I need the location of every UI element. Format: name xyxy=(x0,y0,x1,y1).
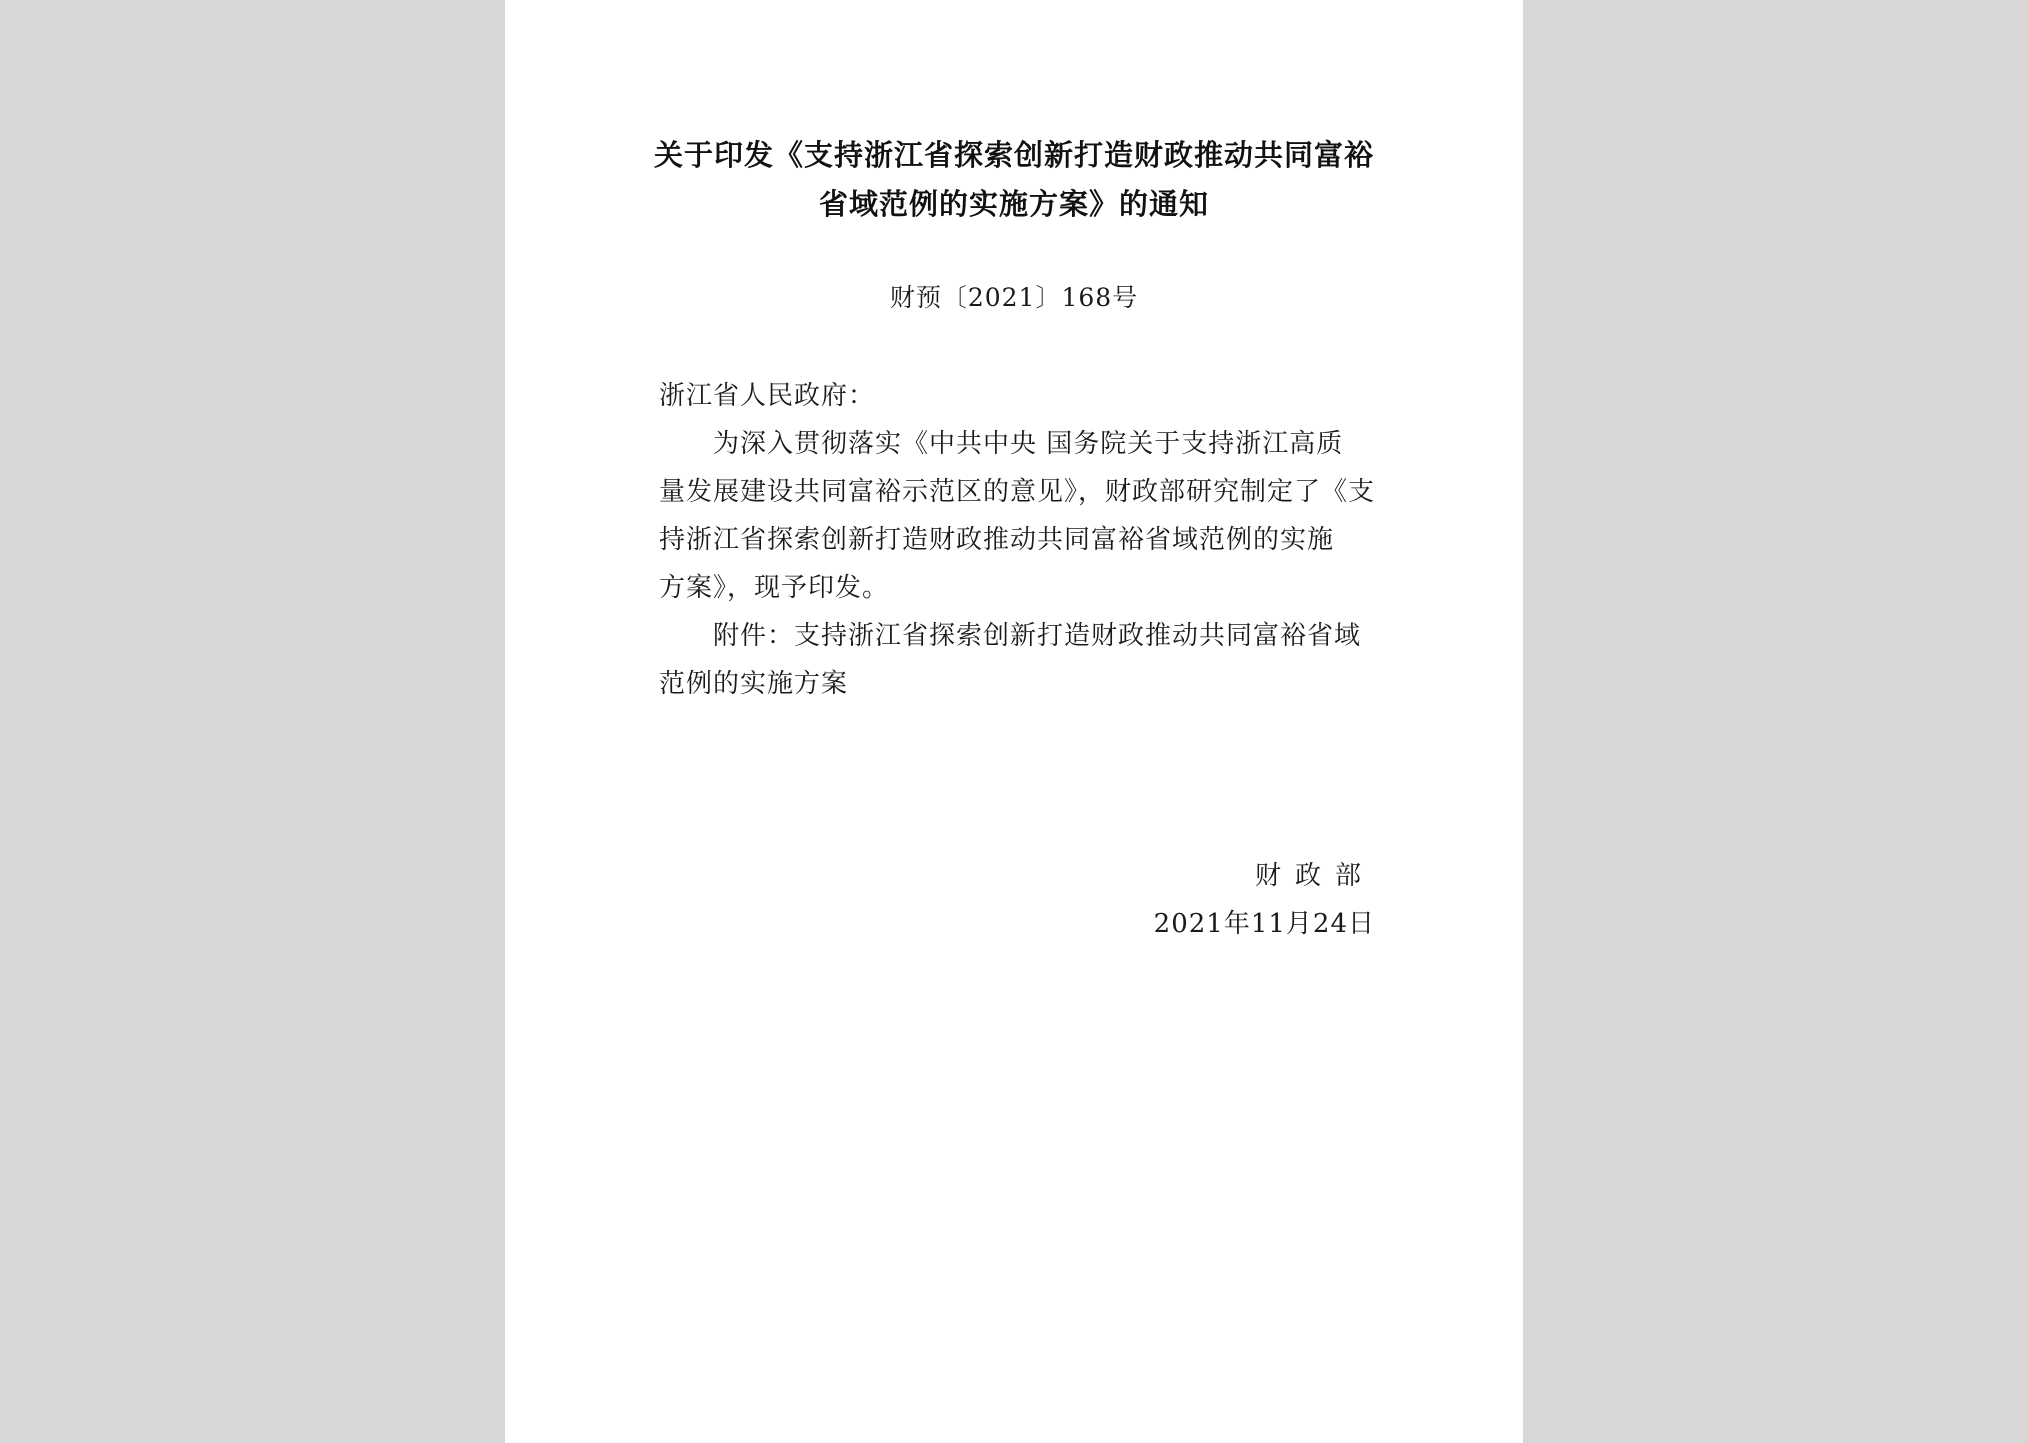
body-line-1: 为深入贯彻落实《中共中央 国务院关于支持浙江高质 xyxy=(713,429,1344,459)
document-title-line-1: 关于印发《支持浙江省探索创新打造财政推动共同富裕 xyxy=(653,138,1374,172)
body-line-3: 持浙江省探索创新打造财政推动共同富裕省域范例的实施 xyxy=(659,525,1335,555)
attachment-line-1: 附件：支持浙江省探索创新打造财政推动共同富裕省域 xyxy=(713,621,1362,651)
document-date: 2021年11月24日 xyxy=(1153,909,1375,939)
document-title-line-2: 省域范例的实施方案》的通知 xyxy=(818,187,1209,221)
document-number: 财预〔2021〕168号 xyxy=(889,283,1139,312)
signer: 财政部 xyxy=(1254,861,1375,891)
document-page xyxy=(505,0,1523,1443)
attachment-line-2: 范例的实施方案 xyxy=(659,669,849,699)
body-line-2: 量发展建设共同富裕示范区的意见》，财政部研究制定了《支 xyxy=(659,477,1376,507)
addressee: 浙江省人民政府： xyxy=(659,381,876,411)
body-line-4: 方案》，现予印发。 xyxy=(659,573,890,603)
